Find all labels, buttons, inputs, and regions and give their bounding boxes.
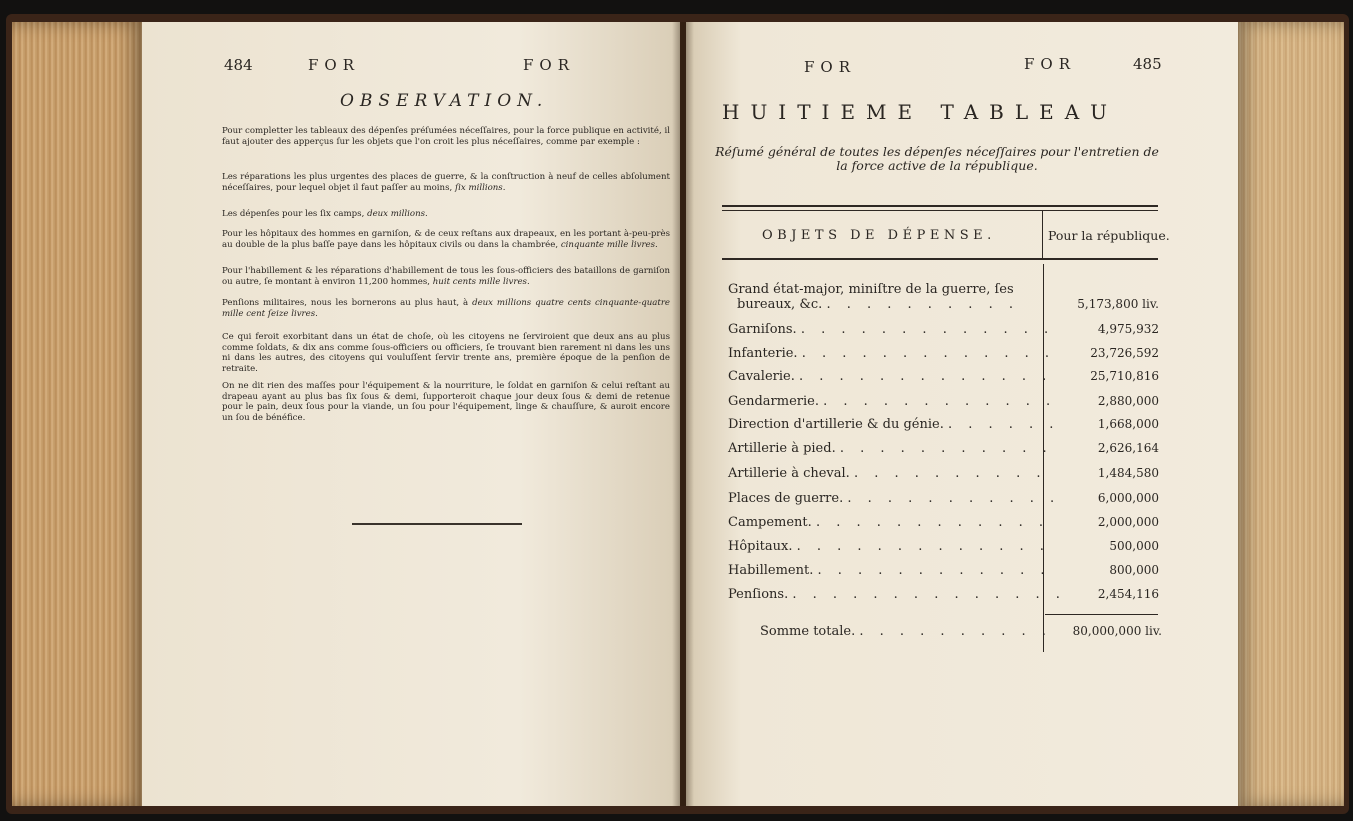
table-row-value: 2,880,000 bbox=[1097, 394, 1159, 408]
running-header-left-1: FOR bbox=[308, 56, 360, 74]
table-row-label: Cavalerie. . . . . . . . . . . . . . bbox=[728, 369, 1053, 384]
table-row-label: Places de guerre. . . . . . . . . . . . bbox=[728, 491, 1061, 506]
table-row-label: Direction d'artillerie & du génie. . . . . . . bbox=[728, 417, 1060, 432]
end-rule bbox=[352, 523, 522, 525]
table-row-value: 6,000,000 bbox=[1097, 491, 1159, 505]
header-divider bbox=[1042, 210, 1043, 260]
book-gutter bbox=[672, 22, 694, 806]
table-row-value: 4,975,932 bbox=[1097, 322, 1159, 336]
total-value: 80,000,000 liv. bbox=[1072, 624, 1162, 638]
paragraph-exorbitant: Ce qui feroit exorbitant dans un état de choſe, où les citoyens ne ſerviroient que deux ans au plus comme ſoldats, & dix ans comme ſous-officiers ou officiers, ſe trouvant bien rarement ni dans les uns ni dans les autres, des citoyens qui vouluſſent ſervir trente ans, première époque de la penſion de retraite. bbox=[222, 332, 670, 374]
table-row-value: 1,484,580 bbox=[1097, 466, 1159, 480]
running-header-left-2: FOR bbox=[523, 56, 575, 74]
table-row-label: Artillerie à pied. . . . . . . . . . . . bbox=[728, 441, 1053, 456]
paragraph-pensions: Penſions militaires, nous les bornerons au plus haut, à deux millions quatre cents cinquante-quatre mille cent ſeize livres. bbox=[222, 298, 671, 319]
table-row-label: bureaux, &c. . . . . . . . . . . bbox=[737, 297, 1019, 312]
table-row-label: Campement. . . . . . . . . . . . . bbox=[728, 515, 1049, 530]
column-header-republique: Pour la république. bbox=[1048, 228, 1170, 243]
total-rule bbox=[1045, 614, 1158, 615]
table-row-value: 25,710,816 bbox=[1090, 369, 1159, 383]
table-row-value: 1,668,000 bbox=[1097, 417, 1159, 431]
table-row-label: Penſions. . . . . . . . . . . . . . . bbox=[728, 587, 1066, 602]
table-top-rule-thin bbox=[722, 210, 1158, 211]
table-row-value: 800,000 bbox=[1109, 563, 1159, 577]
table-top-rule bbox=[722, 205, 1158, 207]
table-row-value: 23,726,592 bbox=[1090, 346, 1159, 360]
paragraph-habillement: Pour l'habillement & les réparations d'habillement de tous les ſous-officiers des bataillons de garniſon ou autre, ſe montant à environ 11,200 hommes, huit cents mille livres. bbox=[222, 266, 670, 287]
table-row-value: 2,626,164 bbox=[1097, 441, 1159, 455]
paragraph-hopitaux: Pour les hôpitaux des hommes en garniſon, & de ceux reſtans aux drapeaux, en les portant à-peu-près au double de la plus baſſe paye dans les hôpitaux civils ou dans la chambrée, cinquante mille livres. bbox=[222, 229, 670, 250]
table-row-label: Habillement. . . . . . . . . . . . . bbox=[728, 563, 1051, 578]
paragraph-places: Les réparations les plus urgentes des places de guerre, & la conſtruction à neuf de celles abſolument néceſſaires, pour lequel objet il faut paſſer au moins, ſix millions. bbox=[222, 172, 670, 193]
table-subtitle: Réſumé général de toutes les dépenſes néceſſaires pour l'entretien de la force active de la république. bbox=[715, 144, 1159, 173]
header-bottom-rule bbox=[722, 258, 1158, 260]
right-page bbox=[686, 22, 1238, 806]
page-edges-left bbox=[12, 22, 144, 806]
running-header-right-2: FOR bbox=[1024, 55, 1076, 73]
table-row-label: Gendarmerie. . . . . . . . . . . . . bbox=[728, 394, 1057, 409]
total-label: Somme totale. . . . . . . . . . . bbox=[760, 624, 1052, 639]
page-edges-right bbox=[1236, 22, 1344, 806]
paragraph-masses: On ne dit rien des maſſes pour l'équipement & la nourriture, le ſoldat en garniſon & celui reſtant au drapeau ayant au plus bas ſix ſous & demi, ſupporteroit chaque jour deux ſous & demi de retenue pour le pain, deux ſous pour la viande, un ſou pour l'équipement, linge & chauſſure, & auroit encore un ſou de bénéfice. bbox=[222, 381, 670, 423]
table-title: HUITIEME TABLEAU bbox=[722, 100, 1119, 124]
column-header-objects: OBJETS DE DÉPENSE. bbox=[762, 228, 996, 243]
page-number-right: 485 bbox=[1133, 55, 1162, 73]
table-row-label: Garniſons. . . . . . . . . . . . . . bbox=[728, 322, 1055, 337]
page-number-left: 484 bbox=[224, 56, 253, 74]
table-row-label: Infanterie. . . . . . . . . . . . . . bbox=[728, 346, 1056, 361]
section-title: OBSERVATION. bbox=[340, 91, 549, 111]
table-row-value: 2,000,000 bbox=[1097, 515, 1159, 529]
paragraph-camps: Les dépenſes pour les ſix camps, deux millions. bbox=[222, 209, 428, 219]
table-row-value: 500,000 bbox=[1109, 539, 1159, 553]
table-row-label: Grand état-major, miniſtre de la guerre, ſes bbox=[728, 282, 1014, 297]
running-header-right-1: FOR bbox=[804, 58, 856, 76]
table-row-label: Hôpitaux. . . . . . . . . . . . . . bbox=[728, 539, 1050, 554]
paragraph-intro: Pour completter les tableaux des dépenſes préſumées néceſſaires, pour la force publique en activité, il faut ajouter des apperçus ſur les objets que l'on croit les plus néceſſaires, comme par exemple : bbox=[222, 126, 670, 147]
table-row-value: 2,454,116 bbox=[1097, 587, 1159, 601]
table-row-value: 5,173,800 liv. bbox=[1077, 297, 1159, 311]
table-row-label: Artillerie à cheval. . . . . . . . . . . bbox=[728, 466, 1047, 481]
